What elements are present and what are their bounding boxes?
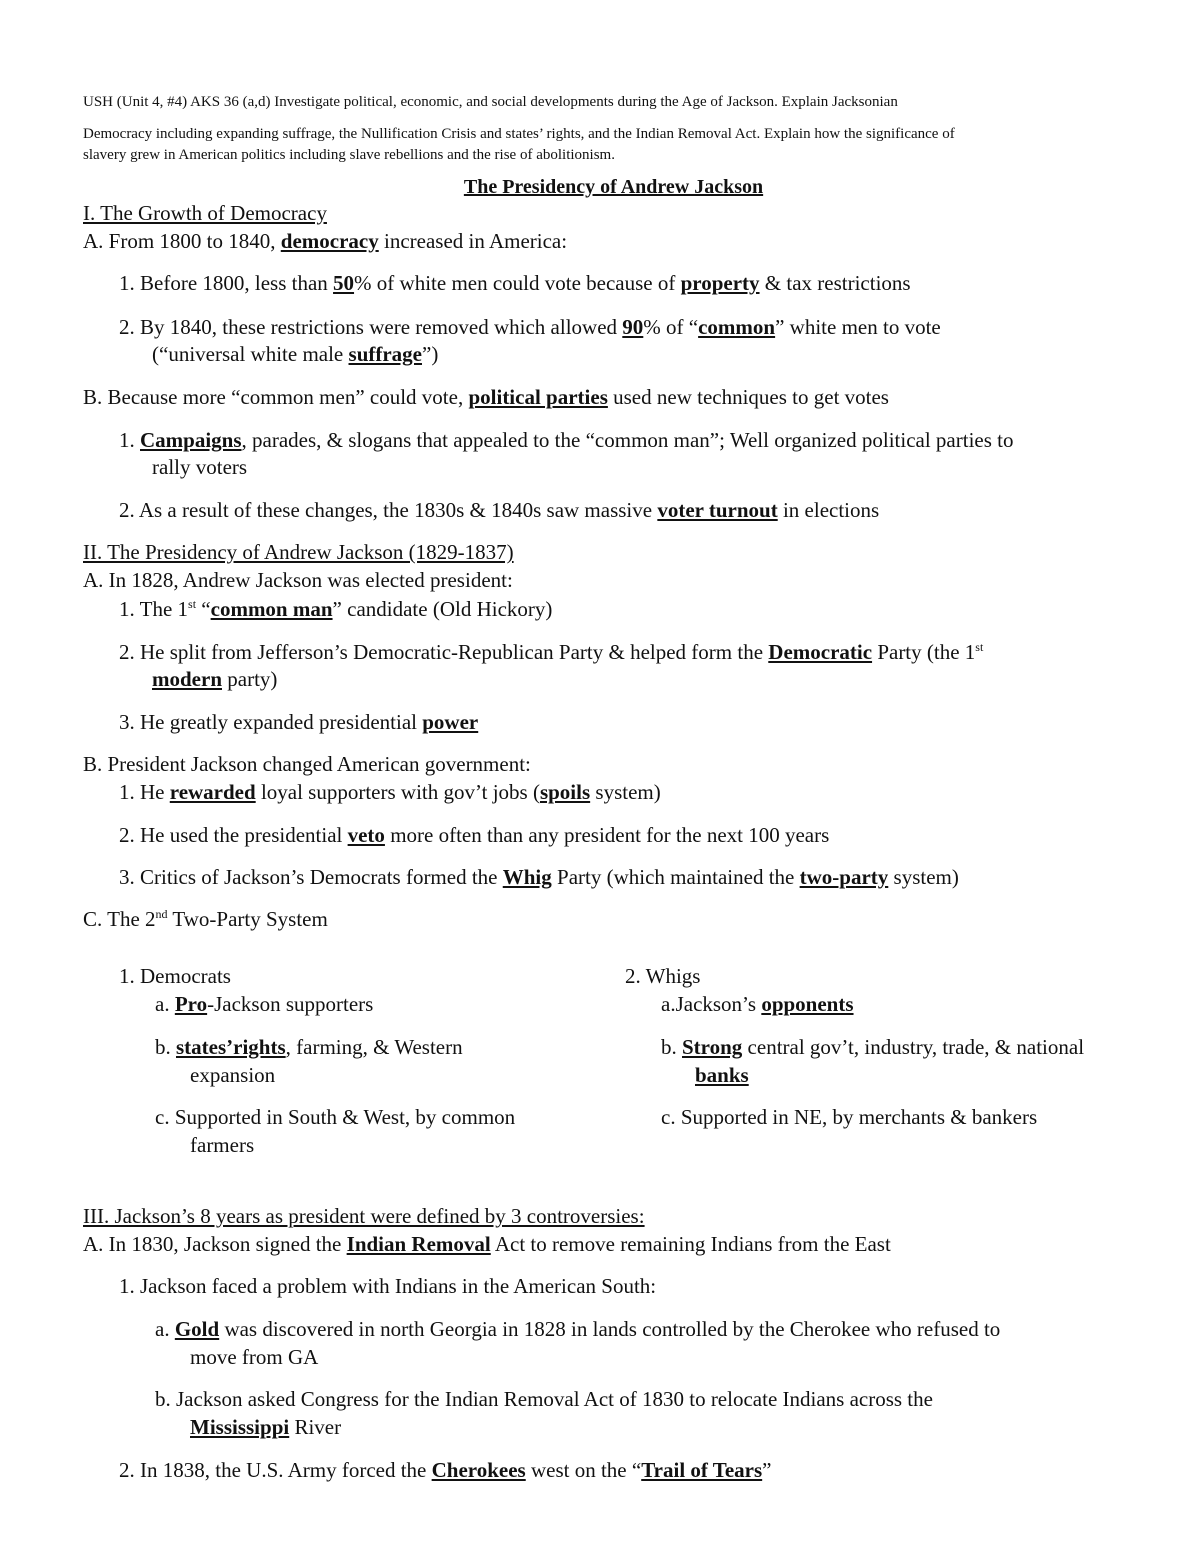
s3-item-a2: 2. In 1838, the U.S. Army forced the Cherokees west on the “Trail of Tears” [119, 1458, 772, 1482]
keyword: Mississippi [190, 1415, 290, 1439]
democrats-c-cont: farmers [190, 1133, 255, 1157]
keyword: 50 [333, 271, 355, 295]
section-2-heading: II. The Presidency of Andrew Jackson (1829-1837) [83, 540, 514, 564]
s2-item-a: A. In 1828, Andrew Jackson was elected president: [83, 568, 513, 592]
whigs-a: a.Jackson’s opponents [661, 992, 854, 1016]
page-title: The Presidency of Andrew Jackson [463, 176, 764, 198]
standard-line-2: Democracy including expanding suffrage, the Nullification Crisis and states’ rights, and the Indian Removal Act. Explain how the significance of [83, 126, 955, 142]
s2-item-c: C. The 2nd Two-Party System [83, 907, 328, 931]
keyword: democracy [280, 229, 379, 253]
keyword: modern [152, 667, 222, 691]
s2-item-a2: 2. He split from Jefferson’s Democratic-Republican Party & helped form the Democratic Party (the 1st [119, 640, 984, 664]
s3-item-a1: 1. Jackson faced a problem with Indians in the American South: [119, 1274, 657, 1298]
s1-item-b2: 2. As a result of these changes, the 1830s & 1840s saw massive voter turnout in elections [119, 498, 880, 522]
s1-item-b: B. Because more “common men” could vote, political parties used new techniques to get votes [83, 385, 889, 409]
whigs-c: c. Supported in NE, by merchants & bankers [661, 1105, 1038, 1129]
keyword: Pro [174, 992, 208, 1016]
s2-item-b1: 1. He rewarded loyal supporters with gov’t jobs (spoils system) [119, 780, 661, 804]
keyword: common man [210, 597, 333, 621]
keyword: opponents [761, 992, 854, 1016]
whigs-b-cont [695, 1062, 749, 1088]
section-1-heading: I. The Growth of Democracy [83, 201, 327, 225]
section-3-heading: III. Jackson’s 8 years as president were defined by 3 controversies: [83, 1204, 645, 1228]
whigs-b: b. Strong central gov’t, industry, trade, & national [661, 1035, 1085, 1059]
democrats-b: b. states’rights, farming, & Western [155, 1035, 463, 1059]
keyword: veto [347, 823, 385, 847]
s1-item-a: A. From 1800 to 1840, democracy increased in America: [83, 229, 568, 253]
s2-item-b3: 3. Critics of Jackson’s Democrats formed the Whig Party (which maintained the two-party system) [119, 865, 959, 889]
s3-item-a: A. In 1830, Jackson signed the Indian Removal Act to remove remaining Indians from the East [83, 1232, 891, 1256]
keyword: Trail of Tears [641, 1458, 763, 1482]
keyword: spoils [539, 780, 591, 804]
keyword: Gold [174, 1317, 220, 1341]
keyword: rewarded [169, 780, 256, 804]
s3-item-a1b-cont: Mississippi River [190, 1415, 342, 1439]
s3-item-a1a-cont: move from GA [190, 1345, 319, 1369]
standard-line-3: slavery grew in American politics including slave rebellions and the rise of abolitionism. [83, 147, 615, 163]
keyword: Whig [502, 865, 552, 889]
democrats-c: c. Supported in South & West, by common [155, 1105, 516, 1129]
s2-item-a3: 3. He greatly expanded presidential power [119, 710, 479, 734]
democrats-heading: 1. Democrats [119, 964, 231, 988]
s1-item-b1: 1. Campaigns, parades, & slogans that appealed to the “common man”; Well organized political parties to [119, 428, 1014, 452]
standard-line-1: USH (Unit 4, #4) AKS 36 (a,d) Investigate political, economic, and social developments during the Age of Jackson. Explain Jacksonian [83, 94, 898, 110]
keyword: political parties [468, 385, 608, 409]
s1-item-b1-cont: rally voters [152, 455, 248, 479]
keyword: Cherokees [431, 1458, 526, 1482]
keyword: 90 [622, 315, 644, 339]
keyword: common [698, 315, 776, 339]
keyword: property [680, 271, 760, 295]
keyword: suffrage [348, 342, 422, 366]
democrats-a: a. Pro-Jackson supporters [155, 992, 374, 1016]
s3-item-a1a: a. Gold was discovered in north Georgia in 1828 in lands controlled by the Cherokee who refused to [155, 1317, 1001, 1341]
keyword: Democratic [768, 640, 873, 664]
keyword: power [422, 710, 479, 734]
keyword: Indian Removal [346, 1232, 491, 1256]
s1-item-a2-cont: (“universal white male suffrage”) [152, 342, 439, 366]
keyword: Campaigns [140, 428, 242, 452]
s2-item-b2: 2. He used the presidential veto more often than any president for the next 100 years [119, 823, 830, 847]
s3-item-a1b: b. Jackson asked Congress for the Indian Removal Act of 1830 to relocate Indians across the [155, 1387, 933, 1411]
s1-item-a1: 1. Before 1800, less than 50% of white men could vote because of property & tax restrictions [119, 271, 911, 295]
keyword: voter turnout [657, 498, 778, 522]
s2-item-b: B. President Jackson changed American government: [83, 752, 531, 776]
whigs-heading: 2. Whigs [625, 964, 701, 988]
keyword: two-party [799, 865, 889, 889]
s2-item-a1: 1. The 1st “common man” candidate (Old Hickory) [119, 597, 553, 621]
keyword: states’rights [176, 1035, 286, 1059]
keyword: Strong [682, 1035, 743, 1059]
keyword: banks [695, 1063, 749, 1087]
s1-item-a2: 2. By 1840, these restrictions were removed which allowed 90% of “common” white men to vote [119, 315, 941, 339]
democrats-b-cont: expansion [190, 1063, 276, 1087]
s2-item-a2-cont: modern party) [152, 667, 278, 691]
